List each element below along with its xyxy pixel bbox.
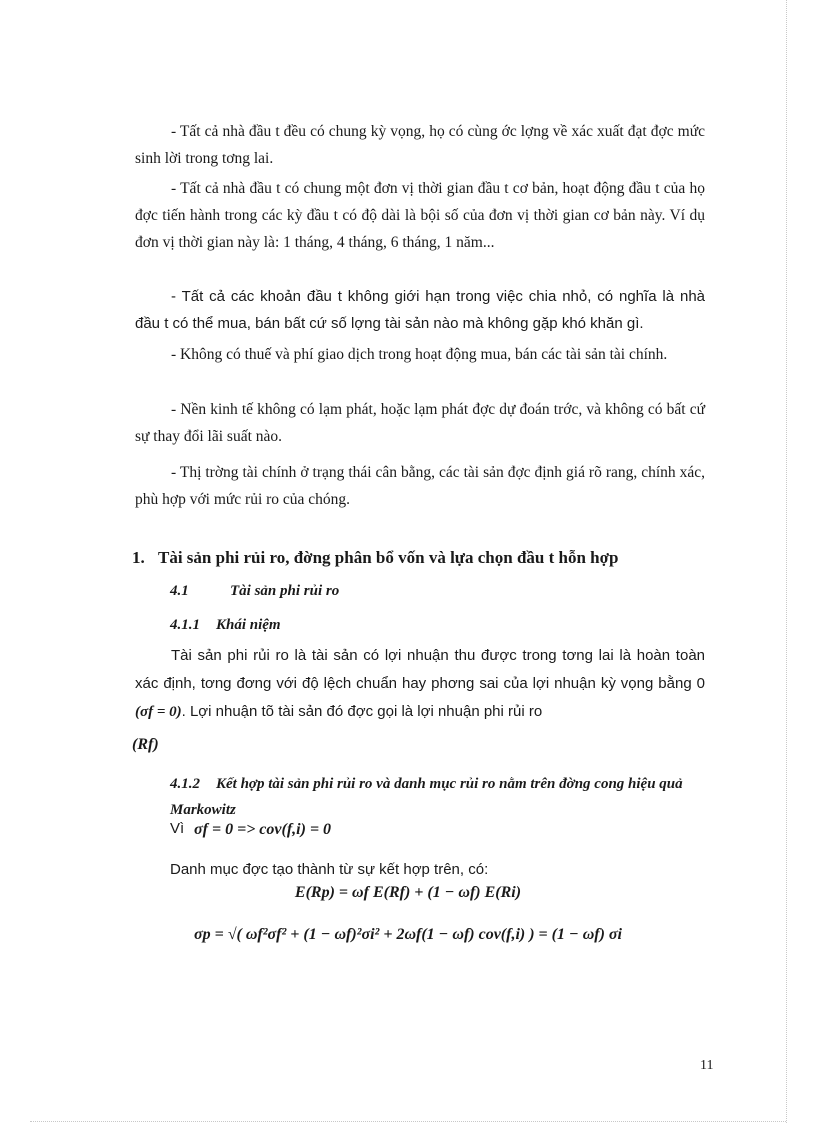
subsection-4-1-number: 4.1 (170, 583, 189, 599)
bullet-divisible: - Tất cả các khoản đầu t không giới hạn trong việc chia nhỏ, có nghĩa là nhà đầu t có thể mua, bán bất cứ số lợng tài sản nào mà không gặp khó khăn gì. (135, 288, 705, 332)
subsection-4-1-1-heading (170, 617, 281, 634)
bullet-time-unit: - Tất cả nhà đầu t có chung một đơn vị thời gian đầu t cơ bản, hoạt động đầu t của họ đợc tiến hành trong các kỳ đầu t có độ dài là bội số của đơn vị thời gian cơ bản này. Ví dụ đơn vị thời gian này là: 1 tháng, 4 tháng, 6 tháng, 1 năm... (135, 180, 705, 251)
page-right-border (786, 0, 787, 1123)
expected-return-formula: E(Rp) = ωf E(Rf) + (1 − ωf) E(Ri) (294, 884, 522, 901)
subsection-4-1-title: Tài sản phi rủi ro (230, 583, 340, 599)
page-number: 11 (700, 1058, 714, 1073)
concept-text-2: . Lợi nhuận tõ tài sản đó đợc gọi là lợi nhuận phi rủi ro (181, 703, 543, 720)
subsection-4-1-2-heading (170, 771, 710, 823)
portfolio-std-formula: σp = √( ωf²σf² + (1 − ωf)²σi² + 2ωf(1 − ωf) cov(f,i) ) = (1 − ωf) σi (194, 926, 622, 943)
rf-symbol: (Rf) (132, 736, 159, 753)
vi-label: Vì (170, 820, 185, 837)
section-heading (132, 548, 619, 568)
bullet-equilibrium: - Thị trờng tài chính ở trạng thái cân bằng, các tài sản đợc định giá rõ rang, chính xác, phù hợp với mức rủi ro của chóng. (135, 464, 705, 508)
portfolio-text: Danh mục đợc tạo thành từ sự kết hợp trên, có: (170, 861, 489, 878)
concept-text: Tài sản phi rủi ro là tài sản có lợi nhuận thu được trong tơng lai là hoàn toàn xác định, tơng đơng với độ lệch chuẩn hay phơng sai của lợi nhuận kỳ vọng bằng 0 (135, 647, 705, 692)
bullet-no-inflation: - Nền kinh tế không có lạm phát, hoặc lạm phát đợc dự đoán trớc, và không có bất cứ sự thay đổi lãi suất nào. (135, 401, 705, 445)
section-title: Tài sản phi rủi ro, đờng phân bổ vốn và lựa chọn đầu t hỗn hợp (158, 548, 619, 567)
bullet-no-tax: - Không có thuế và phí giao dịch trong hoạt động mua, bán các tài sản tài chính. (171, 346, 668, 363)
subsection-4-1-heading (170, 583, 339, 600)
subsection-4-1-1-number: 4.1.1 (170, 617, 200, 633)
subsection-4-1-2-title: Kết hợp tài sản phi rủi ro và danh mục rủi ro nằm trên đờng cong hiệu quả Markowitz (170, 776, 683, 818)
section-number: 1. (132, 548, 145, 567)
subsection-4-1-2-number: 4.1.2 (170, 776, 200, 792)
vi-formula: σf = 0 => cov(f,i) = 0 (194, 821, 332, 838)
bullet-expectations: - Tất cả nhà đầu t đều có chung kỳ vọng, họ có cùng ớc lợng về xác xuất đạt đợc mức sinh lời trong tơng lai. (135, 123, 705, 167)
page-bottom-border (30, 1121, 786, 1122)
subsection-4-1-1-title: Khái niệm (216, 617, 281, 633)
concept-paragraph (135, 642, 705, 726)
sigma-zero-formula: (σf = 0) (135, 704, 182, 720)
